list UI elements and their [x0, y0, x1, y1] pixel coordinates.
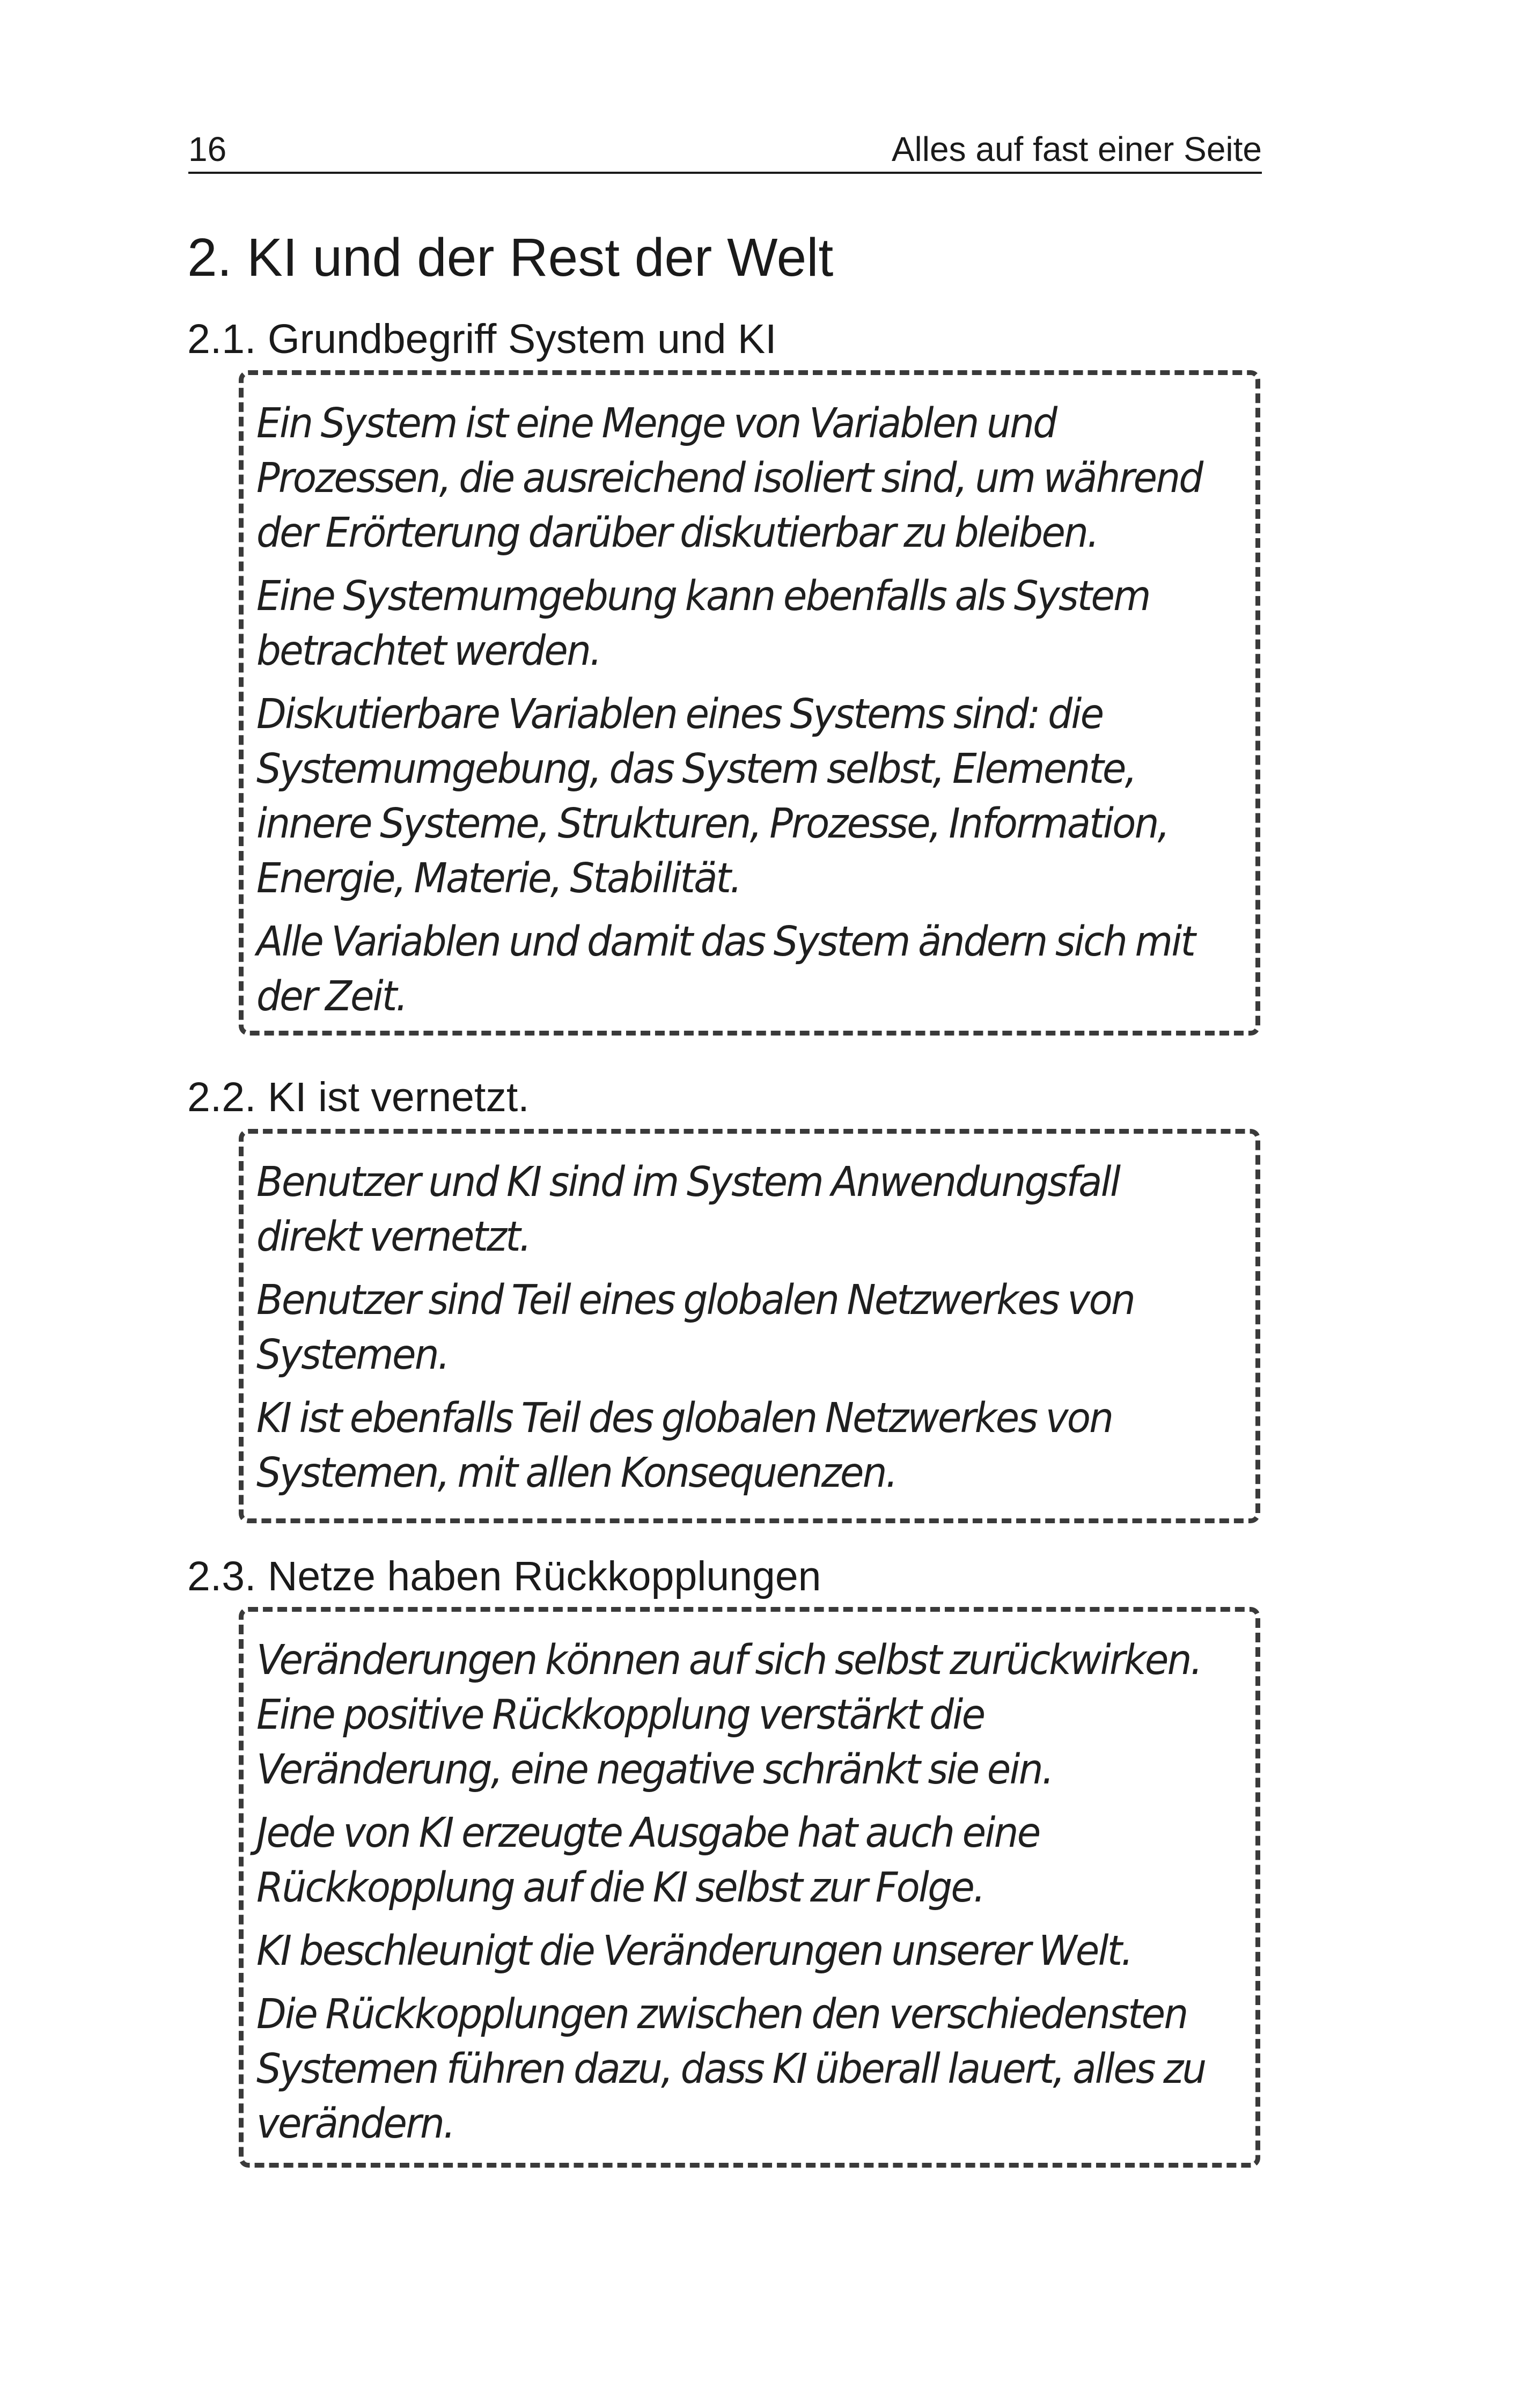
section-title-network: 2.2. KI ist vernetzt.	[187, 1074, 530, 1120]
running-header	[188, 127, 1262, 174]
paragraph: Veränderungen können auf sich selbst zurückwirken. Eine positive Rückkopplung verstärkt die Veränderung, eine negative schränkt sie ein.	[256, 1636, 1201, 1794]
section-box-network	[239, 1129, 1260, 1523]
section-box-feedback	[239, 1607, 1260, 2168]
section-box-system	[239, 370, 1260, 1036]
section-title-feedback: 2.3. Netze haben Rückkopplungen	[187, 1553, 821, 1599]
paragraph: Die Rückkopplungen zwischen den verschiedensten Systemen führen dazu, dass KI überall lauert, alles zu verändern.	[256, 1991, 1206, 2148]
paragraph: Benutzer sind Teil eines globalen Netzwerkes von Systemen.	[256, 1276, 1134, 1379]
paragraph: Eine Systemumgebung kann ebenfalls als System betrachtet werden.	[256, 572, 1150, 675]
page-number: 16	[188, 130, 227, 168]
section-title-system: 2.1. Grundbegriff System und KI	[187, 316, 777, 362]
running-title: Alles auf fast einer Seite	[891, 130, 1262, 168]
chapter-title: 2. KI und der Rest der Welt	[187, 227, 834, 288]
paragraph: KI beschleunigt die Veränderungen unserer Welt.	[256, 1927, 1132, 1975]
paragraph: Benutzer und KI sind im System Anwendungsfall direkt vernetzt.	[256, 1158, 1120, 1261]
paragraph: Ein System ist eine Menge von Variablen und Prozessen, die ausreichend isoliert sind, um während der Erörterung darüber diskutierbar zu bleiben.	[256, 400, 1202, 557]
paragraph: Diskutierbare Variablen eines Systems sind: die Systemumgebung, das System selbst, Elemente, innere Systeme, Strukturen, Prozesse, Information, Energie, Materie, Stabilität.	[256, 691, 1169, 902]
paragraph: Alle Variablen und damit das System ändern sich mit der Zeit.	[256, 918, 1195, 1021]
paragraph: KI ist ebenfalls Teil des globalen Netzwerkes von Systemen, mit allen Konsequenzen.	[256, 1394, 1113, 1497]
paragraph: Jede von KI erzeugte Ausgabe hat auch eine Rückkopplung auf die KI selbst zur Folge.	[256, 1809, 1040, 1912]
